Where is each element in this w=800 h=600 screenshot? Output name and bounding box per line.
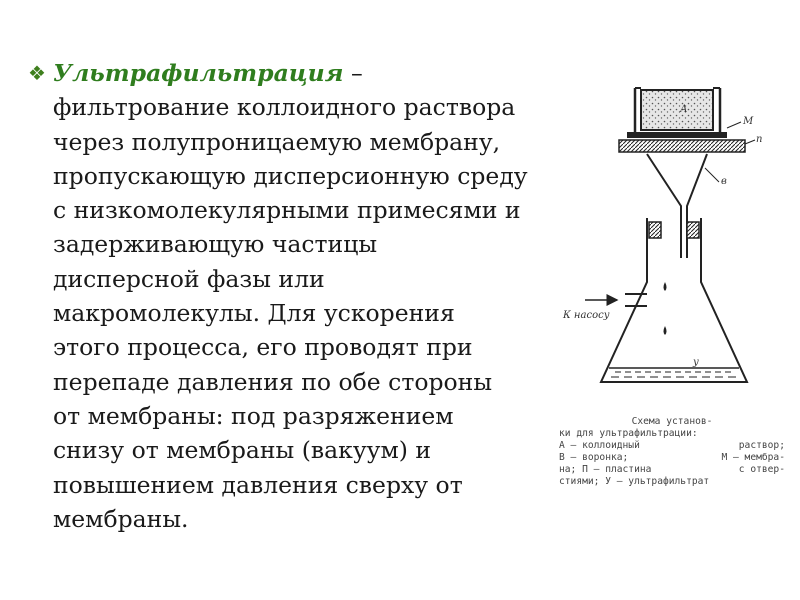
caption-part: раствор;: [738, 440, 785, 451]
label-funnel: в: [721, 176, 727, 187]
paragraph-line: через полупроницаемую мембрану,: [53, 127, 501, 156]
caption-part: с отвер-: [738, 464, 785, 475]
funnel: [647, 154, 707, 258]
paragraph-line: этого процесса, его проводят при: [53, 333, 473, 362]
caption-line: [559, 464, 785, 476]
label-colloid: А: [680, 104, 688, 115]
membrane-leader-line: [727, 122, 741, 128]
diamond-bullet-icon: ❖: [28, 61, 46, 85]
text-block: [28, 56, 588, 536]
stopper-right: [687, 222, 699, 238]
drop-icon: [664, 326, 667, 335]
perforated-plate: [619, 140, 745, 152]
caption-part: В — воронка;: [559, 452, 629, 463]
paragraph-first-line: [28, 56, 588, 90]
label-membrane: М: [743, 116, 754, 127]
paragraph-line: дисперсной фазы или: [53, 264, 325, 293]
flask: [601, 218, 747, 382]
figure-caption: [559, 416, 785, 488]
term-dash: –: [343, 59, 363, 87]
label-plate: п: [756, 134, 763, 145]
term-ultrafiltration: Ультрафильтрация: [53, 59, 344, 87]
caption-line: стиями; У — ультрафильтрат: [559, 476, 710, 487]
paragraph-line: перепаде давления по обе стороны: [53, 367, 493, 396]
paragraph-line: пропускающую дисперсионную среду: [53, 161, 528, 190]
caption-part: на; П — пластина: [559, 464, 652, 475]
caption-part: А — коллоидный: [559, 440, 640, 451]
paragraph-line: мембраны.: [53, 504, 189, 533]
caption-line: [559, 452, 785, 464]
ultrafiltration-diagram: [555, 72, 787, 412]
caption-line: ки для ультрафильтрации:: [559, 428, 698, 439]
paragraph-line: фильтрование коллоидного раствора: [53, 93, 516, 122]
paragraph-line: снизу от мембраны (вакуум) и: [53, 436, 432, 465]
ultrafiltration-figure: [555, 72, 787, 532]
paragraph-line: задерживающую частицы: [53, 230, 378, 259]
caption-part: М — мембра-: [721, 452, 785, 463]
paragraph-line: макромолекулы. Для ускорения: [53, 299, 455, 328]
paragraph-line: повышением давления сверху от: [53, 470, 463, 499]
funnel-leader-line: [705, 168, 719, 182]
caption-line: Схема установ-: [631, 416, 713, 427]
plate-leader-line: [745, 140, 755, 144]
colloid-solution: [641, 90, 713, 130]
label-filtrate: у: [693, 357, 699, 368]
stopper-left: [649, 222, 661, 238]
caption-line: [559, 440, 785, 452]
paragraph-line: от мембраны: под разряжением: [53, 401, 454, 430]
label-pump: К насосу: [563, 310, 610, 321]
paragraph-line: с низкомолекулярными примесями и: [53, 196, 521, 225]
drop-icon: [664, 282, 667, 291]
membrane: [627, 132, 727, 138]
